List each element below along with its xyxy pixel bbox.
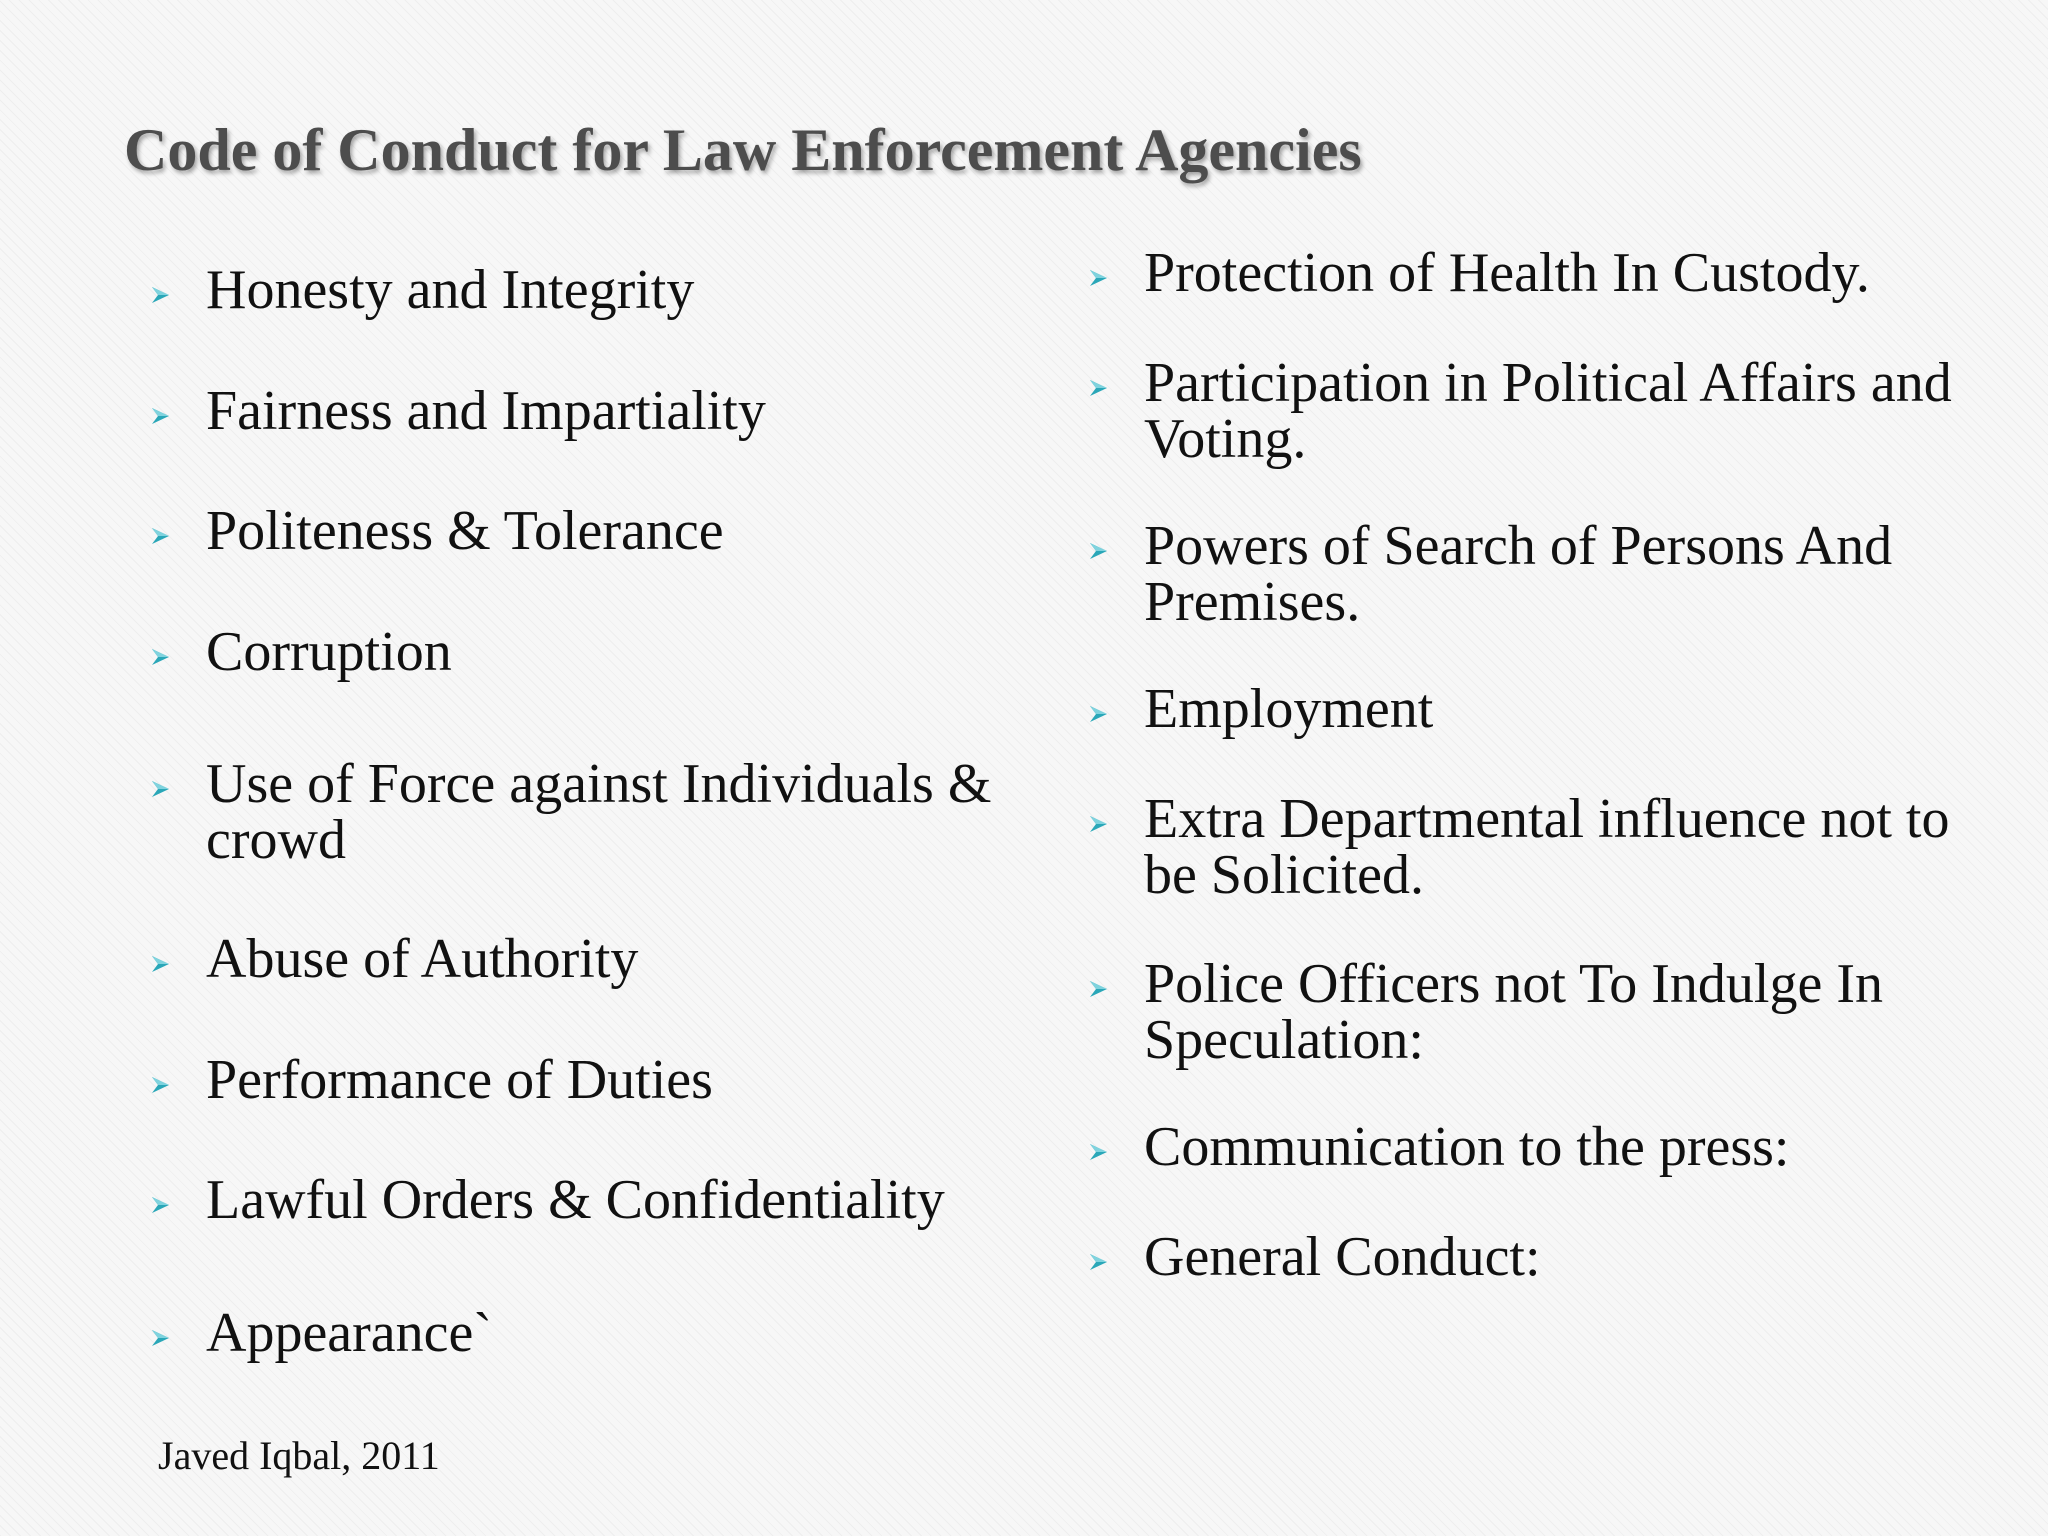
chevron-arrow-right-icon (150, 405, 172, 427)
list-item (150, 1302, 1020, 1364)
list-item-label: Abuse of Authority (206, 928, 639, 990)
slide-title: Code of Conduct for Law Enforcement Agencies (124, 117, 1362, 183)
list-item (1088, 678, 1968, 740)
list-item-label: Honesty and Integrity (206, 259, 695, 321)
chevron-arrow-right-icon (1088, 377, 1110, 399)
list-item-label: Lawful Orders & Confidentiality (206, 1169, 945, 1231)
chevron-arrow-right-icon (150, 525, 172, 547)
list-item-label: Corruption (206, 621, 452, 683)
chevron-arrow-right-icon (1088, 1251, 1110, 1273)
chevron-arrow-right-icon (150, 953, 172, 975)
list-item-label: Police Officers not To Indulge In Speculation: (1144, 953, 1883, 1071)
chevron-arrow-right-icon (1088, 703, 1110, 725)
list-item (150, 1049, 1020, 1111)
list-item-label: Politeness & Tolerance (206, 500, 724, 562)
chevron-arrow-right-icon (1088, 540, 1110, 562)
chevron-arrow-right-icon (150, 778, 172, 800)
footer-credit: Javed Iqbal, 2011 (158, 1433, 440, 1478)
list-item (150, 928, 1020, 990)
list-item (1088, 242, 1968, 304)
chevron-arrow-right-icon (150, 284, 172, 306)
chevron-arrow-right-icon (150, 1194, 172, 1216)
list-item-label: Fairness and Impartiality (206, 380, 766, 442)
chevron-arrow-right-icon (150, 1074, 172, 1096)
chevron-arrow-right-icon (1088, 978, 1110, 1000)
list-item-label: Use of Force against Individuals & crowd (206, 753, 992, 871)
list-item (150, 1169, 1020, 1231)
list-item (1088, 515, 1968, 633)
list-item-label: Extra Departmental influence not to be Solicited. (1144, 788, 1950, 906)
list-item-label: Appearance` (206, 1302, 493, 1364)
list-item-label: Protection of Health In Custody. (1144, 242, 1870, 304)
chevron-arrow-right-icon (1088, 813, 1110, 835)
chevron-arrow-right-icon (150, 1327, 172, 1349)
list-item-label: Participation in Political Affairs and Voting. (1144, 352, 1952, 470)
list-item (150, 621, 1020, 683)
list-item (150, 500, 1020, 562)
chevron-arrow-right-icon (1088, 1141, 1110, 1163)
list-item (150, 753, 1020, 871)
list-item (1088, 352, 1968, 470)
list-item-label: Performance of Duties (206, 1049, 713, 1111)
list-item (150, 380, 1020, 442)
chevron-arrow-right-icon (150, 646, 172, 668)
list-item (1088, 953, 1968, 1071)
list-item-label: Employment (1144, 678, 1434, 740)
list-item (1088, 1226, 1968, 1288)
list-item (1088, 1116, 1968, 1178)
list-item-label: Powers of Search of Persons And Premises. (1144, 515, 1893, 633)
list-item (150, 259, 1020, 321)
list-item-label: General Conduct: (1144, 1226, 1541, 1288)
list-item-label: Communication to the press: (1144, 1116, 1790, 1178)
list-item (1088, 788, 1968, 906)
chevron-arrow-right-icon (1088, 267, 1110, 289)
